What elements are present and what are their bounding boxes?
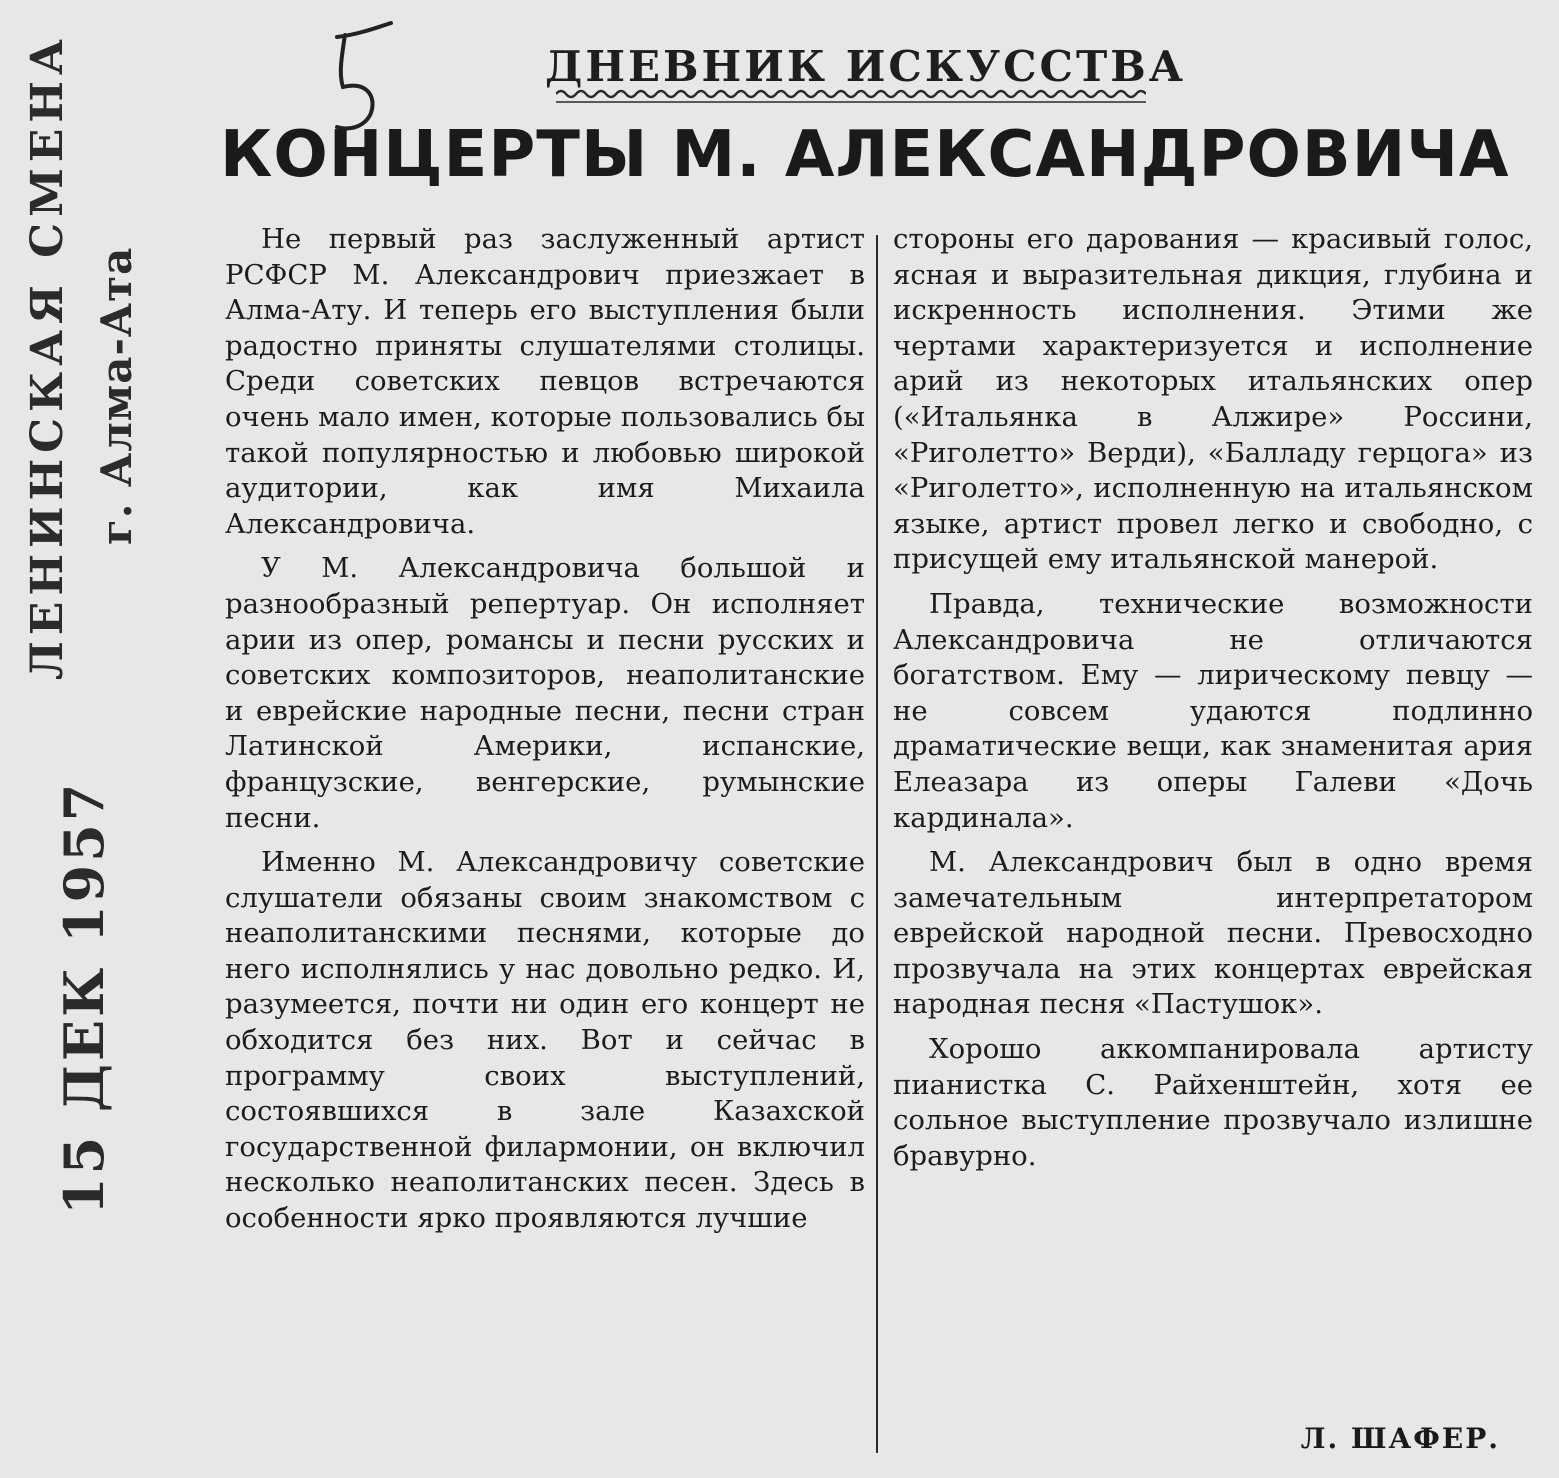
column-divider <box>876 235 878 1453</box>
article-headline: КОНЦЕРТЫ М. АЛЕКСАНДРОВИЧА <box>220 118 1510 192</box>
article-left-column <box>225 222 865 1246</box>
paragraph: Хорошо аккомпанировала артисту пианистка С. Райхенштейн, хотя ее сольное выступление прозвучало излишне бравурно. <box>893 1033 1533 1172</box>
handwritten-page-mark <box>325 15 395 135</box>
paragraph: Правда, технические возможности Александровича не отличаются богатством. Ему — лирическому певцу — не совсем удаются подлинно драматические вещи, как знаменитая ария Елеазара из оперы Галеви «Дочь кардинала». <box>893 587 1533 834</box>
paragraph: Не первый раз заслуженный артист РСФСР М. Александрович приезжает в Алма-Ату. И теперь его выступления были радостно приняты слушателями столицы. Среди советских певцов встречаются очень мало имен, которые пользовались бы такой популярностью и любовью широкой аудитории, как имя Михаила Александровича. <box>225 223 865 540</box>
date-stamp: 15 ДЕК 1957 <box>52 780 116 1215</box>
newspaper-name-stamp: ЛЕНИНСКАЯ СМЕНА <box>22 33 73 680</box>
paragraph: стороны его дарования — красивый голос, ясная и выразительная дикция, глубина и искренность исполнения. Этими же чертами характеризуется и исполнение арий из некоторых итальянских опер («Итальянка в Алжире» Россини, «Риголетто» Верди), «Балладу герцога» из «Риголетто», исполненную на итальянском языке, артист провел легко и свободно, с присущей ему итальянской манерой. <box>893 223 1533 576</box>
paragraph: У М. Александровича большой и разнообразный репертуар. Он исполняет арии из опер, романсы и песни русских и советских композиторов, неаполитанские и еврейские народные песни, песни стран Латинской Америки, испанские, французские, венгерские, румынские песни. <box>225 552 865 834</box>
paragraph: М. Александрович был в одно время замечательным интерпретатором еврейской народной песни. Превосходно прозвучала на этих концертах еврейская народная песня «Пастушок». <box>893 846 1533 1021</box>
author-signature: Л. ШАФЕР. <box>1300 1422 1500 1455</box>
rubric-wavy-underline <box>556 86 1146 106</box>
rubric-title: ДНЕВНИК ИСКУССТВА <box>545 42 1186 91</box>
city-stamp: г. Алма-Ата <box>92 246 141 545</box>
paragraph: Именно М. Александровичу советские слушатели обязаны своим знакомством с неаполитанскими песнями, которые до него исполнялись у нас довольно редко. И, разумеется, почти ни один его концерт не обходится без них. Вот и сейчас в программу своих выступлений, состоявшихся в зале Казахской государственной филармонии, он включил несколько неаполитанских песен. Здесь в особенности ярко проявляются лучшие <box>225 846 865 1235</box>
article-right-column <box>893 222 1533 1183</box>
